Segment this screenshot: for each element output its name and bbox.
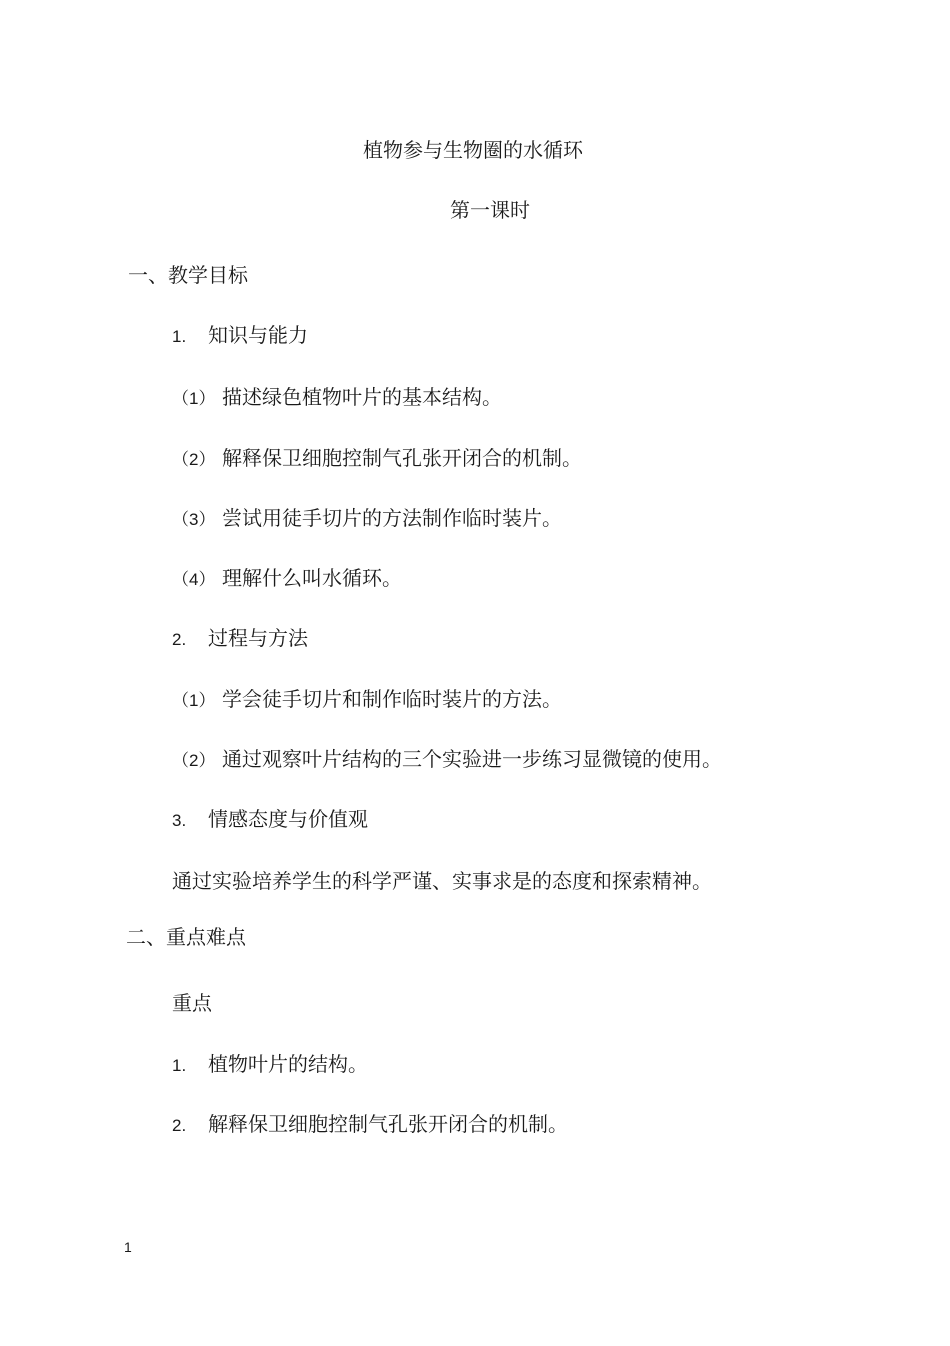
list-item — [172, 565, 402, 593]
subsection-number: 1. — [172, 327, 187, 346]
paragraph-attitude: 通过实验培养学生的科学严谨、实事求是的态度和探索精神。 — [172, 869, 712, 893]
list-item-text: 通过观察叶片结构的三个实验进一步练习显微镜的使用。 — [222, 747, 722, 771]
list-item-number: （3） — [172, 510, 216, 529]
section-heading-goals: 一、教学目标 — [128, 263, 248, 287]
list-item-number: （4） — [172, 570, 216, 589]
list-item-text: 理解什么叫水循环。 — [222, 566, 402, 590]
list-item-text: 描述绿色植物叶片的基本结构。 — [222, 385, 502, 409]
list-item-number: （1） — [172, 691, 216, 710]
list-item-number: 2. — [172, 1116, 187, 1135]
page-number: 1 — [124, 1239, 132, 1255]
document-title: 植物参与生物圈的水循环 — [363, 138, 583, 162]
list-item — [172, 1051, 368, 1079]
list-item-text: 尝试用徒手切片的方法制作临时装片。 — [222, 506, 562, 530]
list-item — [172, 686, 562, 714]
subsection-process — [172, 625, 308, 653]
subsection-label: 知识与能力 — [208, 323, 308, 347]
subsection-number: 3. — [172, 811, 187, 830]
list-item-text: 解释保卫细胞控制气孔张开闭合的机制。 — [208, 1112, 568, 1136]
list-item — [172, 746, 722, 774]
document-subtitle: 第一课时 — [450, 198, 530, 222]
list-item — [172, 505, 562, 533]
list-item-text: 植物叶片的结构。 — [208, 1052, 368, 1076]
subsection-knowledge — [172, 322, 308, 350]
list-item — [172, 1111, 568, 1139]
list-item-number: （1） — [172, 389, 216, 408]
list-item-text: 解释保卫细胞控制气孔张开闭合的机制。 — [222, 446, 582, 470]
list-item — [172, 384, 502, 412]
subsection-label: 过程与方法 — [208, 626, 308, 650]
list-item-number: （2） — [172, 450, 216, 469]
list-item-text: 学会徒手切片和制作临时装片的方法。 — [222, 687, 562, 711]
subsection-attitude — [172, 806, 368, 834]
list-item-number: 1. — [172, 1056, 187, 1075]
section-heading-key-points: 二、重点难点 — [126, 925, 246, 949]
subsection-label: 情感态度与价值观 — [208, 807, 368, 831]
subsection-number: 2. — [172, 630, 187, 649]
list-item — [172, 445, 582, 473]
key-points-label: 重点 — [172, 991, 212, 1015]
list-item-number: （2） — [172, 751, 216, 770]
